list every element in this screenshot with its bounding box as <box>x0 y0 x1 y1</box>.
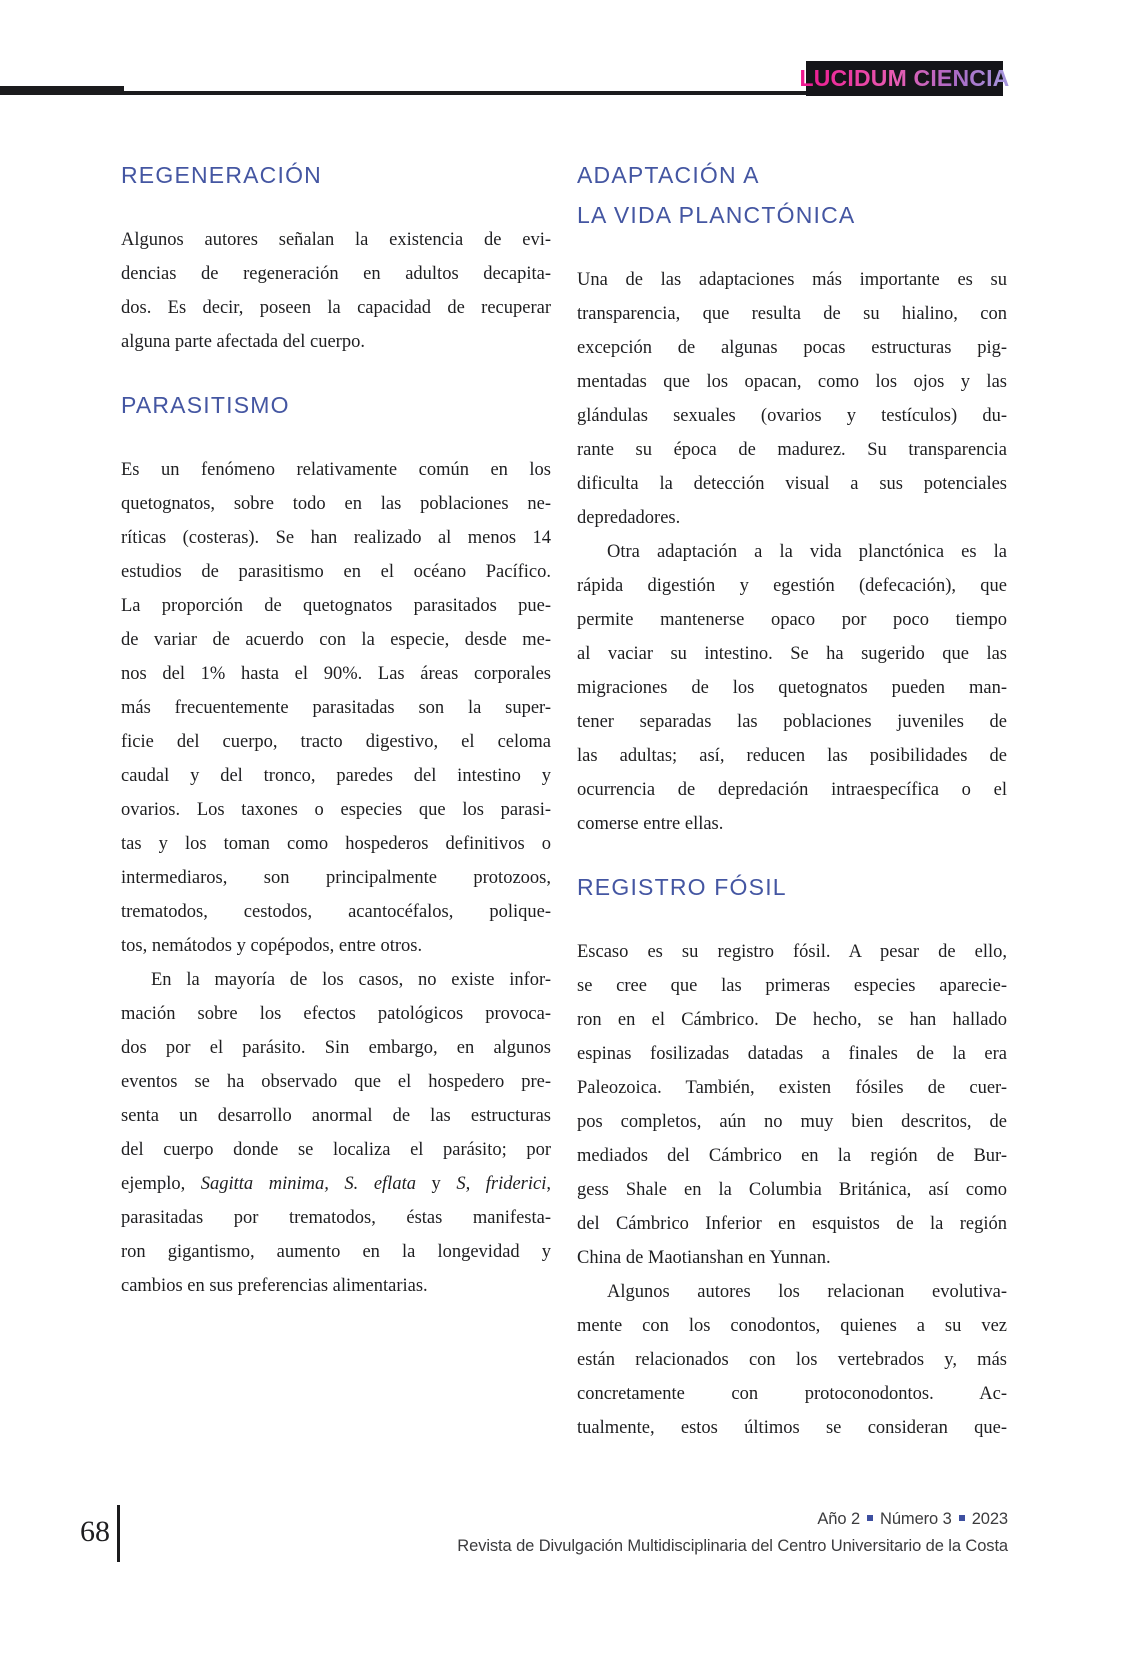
text-line: tas y los toman como hospederos definitivos o <box>121 834 551 854</box>
text-line: tener separadas las poblaciones juveniles de <box>577 712 1007 732</box>
text-line: rápida digestión y egestión (defecación), que <box>577 576 1007 596</box>
text-line: mación sobre los efectos patológicos provoca- <box>121 1004 551 1024</box>
text-line: Otra adaptación a la vida planctónica es la <box>607 542 1007 562</box>
issue-line <box>457 1506 1008 1533</box>
text-line: senta un desarrollo anormal de las estructuras <box>121 1106 551 1126</box>
text-line: mentadas que los opacan, como los ojos y las <box>577 372 1007 392</box>
text-line: tos, nemátodos y copépodos, entre otros. <box>121 936 423 956</box>
text-line: Es un fenómeno relativamente común en los <box>121 460 551 480</box>
article-column-right <box>577 155 1007 1445</box>
text-line: ficie del cuerpo, tracto digestivo, el celoma <box>121 732 551 752</box>
text-line: La proporción de quetognatos parasitados pue- <box>121 596 551 616</box>
journal-logo-text: LUCIDUM CIENCIA <box>799 65 1010 91</box>
text-line: tualmente, estos últimos se consideran que- <box>577 1418 1007 1438</box>
article-column-left <box>121 155 551 1303</box>
text-line: mediados del Cámbrico en la región de Bur- <box>577 1146 1007 1166</box>
text-line: Escaso es su registro fósil. A pesar de ello, <box>577 942 1007 962</box>
text-line: se cree que las primeras especies aparecie- <box>577 976 1007 996</box>
text-line: estudios de parasitismo en el océano Pacífico. <box>121 562 551 582</box>
text-line: ron en el Cámbrico. De hecho, se han hallado <box>577 1010 1007 1030</box>
text-line: del cuerpo donde se localiza el parásito; por <box>121 1140 551 1160</box>
text-line: rante su época de madurez. Su transparencia <box>577 440 1007 460</box>
square-bullet-icon <box>867 1515 873 1521</box>
text-line: glándulas sexuales (ovarios y testículos) du- <box>577 406 1007 426</box>
text-line: cambios en sus preferencias alimentarias. <box>121 1276 428 1296</box>
text-line: dos por el parásito. Sin embargo, en algunos <box>121 1038 551 1058</box>
text-line: ejemplo, Sagitta minima, S. eflata y S, friderici, <box>121 1174 551 1194</box>
section-heading: ADAPTACIÓN A LA VIDA PLANCTÓNICA <box>577 162 856 228</box>
header-rule-thick <box>0 86 124 95</box>
paragraph <box>577 1275 1007 1445</box>
paragraph <box>577 263 1007 535</box>
text-line: alguna parte afectada del cuerpo. <box>121 332 365 352</box>
issue-segment: Año 2 <box>817 1510 861 1528</box>
text-line: parasitadas por trematodos, éstas manifesta- <box>121 1208 551 1228</box>
paragraph <box>121 963 551 1303</box>
text-line: Algunos autores los relacionan evolutiva- <box>607 1282 1007 1302</box>
text-line: del Cámbrico Inferior en esquistos de la región <box>577 1214 1007 1234</box>
section-heading: PARASITISMO <box>121 392 290 418</box>
text-line: dos. Es decir, poseen la capacidad de recuperar <box>121 298 551 318</box>
text-line: al vaciar su intestino. Se ha sugerido que las <box>577 644 1007 664</box>
text-line: trematodos, cestodos, acantocéfalos, polique- <box>121 902 551 922</box>
paragraph <box>121 453 551 963</box>
text-line: Algunos autores señalan la existencia de evi- <box>121 230 551 250</box>
text-line: dificulta la detección visual a sus potenciales <box>577 474 1007 494</box>
text-line: más frecuentemente parasitadas son la super- <box>121 698 551 718</box>
text-line: nos del 1% hasta el 90%. Las áreas corporales <box>121 664 551 684</box>
text-line: China de Maotianshan en Yunnan. <box>577 1248 831 1268</box>
text-line: espinas fosilizadas datadas a finales de la era <box>577 1044 1007 1064</box>
issue-segment: 2023 <box>971 1510 1008 1528</box>
text-line: pos completos, aún no muy bien descritos, de <box>577 1112 1007 1132</box>
journal-name: Revista de Divulgación Multidisciplinaria del Centro Universitario de la Costa <box>457 1537 1008 1555</box>
text-line: gess Shale en la Columbia Británica, así como <box>577 1180 1007 1200</box>
text-line: Una de las adaptaciones más importante es su <box>577 270 1007 290</box>
text-line: las adultas; así, reducen las posibilidades de <box>577 746 1007 766</box>
section-heading: REGENERACIÓN <box>121 162 322 188</box>
text-line: migraciones de los quetognatos pueden man- <box>577 678 1007 698</box>
text-line: de variar de acuerdo con la especie, desde me- <box>121 630 551 650</box>
text-line: ríticas (costeras). Se han realizado al menos 14 <box>121 528 551 548</box>
paragraph <box>577 535 1007 841</box>
text-line: intermediaros, son principalmente protozoos, <box>121 868 551 888</box>
text-line: excepción de algunas pocas estructuras pig- <box>577 338 1007 358</box>
text-line: están relacionados con los vertebrados y, más <box>577 1350 1007 1370</box>
text-line: ron gigantismo, aumento en la longevidad y <box>121 1242 551 1262</box>
paragraph <box>577 935 1007 1275</box>
text-line: ovarios. Los taxones o especies que los parasi- <box>121 800 551 820</box>
text-line: Paleozoica. También, existen fósiles de cuer- <box>577 1078 1007 1098</box>
text-line: mente con los conodontos, quienes a su vez <box>577 1316 1007 1336</box>
text-line: comerse entre ellas. <box>577 814 724 834</box>
text-line: En la mayoría de los casos, no existe infor- <box>151 970 551 990</box>
text-line: quetognatos, sobre todo en las poblaciones ne- <box>121 494 551 514</box>
text-line: concretamente con protoconodontos. Ac- <box>577 1384 1007 1404</box>
text-line: caudal y del tronco, paredes del intestino y <box>121 766 551 786</box>
page-number: 68 <box>80 1515 110 1548</box>
section-heading: REGISTRO FÓSIL <box>577 874 787 900</box>
page-number-divider <box>117 1505 120 1562</box>
issue-segment: Número 3 <box>880 1510 952 1528</box>
text-line: ocurrencia de depredación intraespecífica o el <box>577 780 1007 800</box>
text-line: dencias de regeneración en adultos decapita- <box>121 264 551 284</box>
journal-logo <box>799 61 1010 96</box>
text-line: depredadores. <box>577 508 681 528</box>
text-line: permite mantenerse opaco por poco tiempo <box>577 610 1007 630</box>
text-line: eventos se ha observado que el hospedero pre- <box>121 1072 551 1092</box>
paragraph <box>121 223 551 359</box>
footer-info <box>457 1506 1008 1560</box>
text-line: transparencia, que resulta de su hialino, con <box>577 304 1007 324</box>
square-bullet-icon <box>959 1515 965 1521</box>
